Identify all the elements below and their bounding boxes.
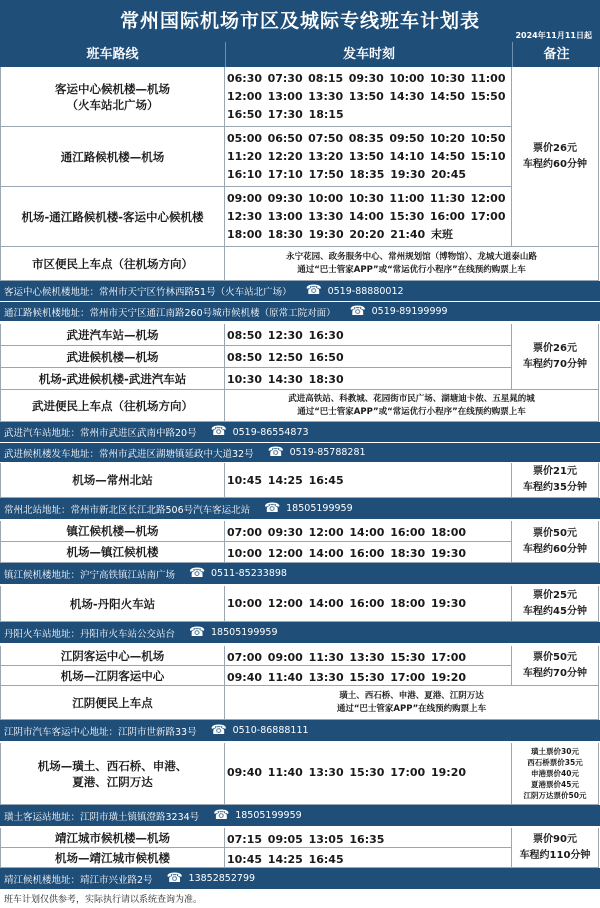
time: 07:15 bbox=[227, 832, 263, 846]
time: 12:50 bbox=[267, 350, 303, 364]
time: 16:10 bbox=[227, 167, 263, 181]
time: 17:00 bbox=[390, 670, 426, 684]
departure-times bbox=[225, 187, 512, 247]
address-text: 客运中心候机楼地址：常州市天宁区竹林西路51号（火车站北广场） bbox=[4, 287, 292, 298]
pickup-label: 江阴便民上车点 bbox=[0, 686, 225, 720]
route-row bbox=[0, 368, 600, 390]
time: 末班 bbox=[430, 228, 453, 241]
time: 13:20 bbox=[308, 149, 344, 163]
pickup-stops bbox=[225, 390, 599, 422]
note-block bbox=[512, 521, 600, 563]
duration: 车程约45分钟 bbox=[523, 605, 587, 617]
time: 09:40 bbox=[227, 765, 263, 779]
route-row bbox=[0, 646, 600, 666]
time: 12:30 bbox=[267, 328, 303, 342]
departure-times bbox=[225, 542, 512, 563]
route-row bbox=[0, 463, 600, 498]
time: 16:50 bbox=[227, 107, 263, 121]
time: 11:20 bbox=[227, 149, 263, 163]
address-text: 通江路候机楼地址：常州市天宁区通江南路260号城市候机楼（原常工院对面） bbox=[4, 307, 336, 319]
pickup-booking-line: 通过“巴士管家APP”在线预约购票上车 bbox=[336, 703, 487, 714]
time: 13:50 bbox=[348, 89, 384, 103]
phone-number: 18505199959 bbox=[286, 503, 353, 514]
col-header-note: 备注 bbox=[512, 42, 600, 67]
departure-times bbox=[225, 324, 512, 346]
route-name: 机场-通江路候机楼-客运中心候机楼 bbox=[0, 187, 225, 247]
departure-times bbox=[225, 848, 512, 868]
duration: 车程约110分钟 bbox=[519, 849, 591, 861]
time: 15:30 bbox=[349, 670, 385, 684]
time: 13:05 bbox=[308, 832, 344, 846]
time: 19:30 bbox=[390, 167, 426, 181]
time: 11:00 bbox=[470, 71, 506, 85]
route-name: 机场—江阴客运中心 bbox=[0, 666, 225, 686]
time: 16:00 bbox=[349, 546, 385, 560]
time: 13:00 bbox=[267, 89, 303, 103]
time: 14:00 bbox=[308, 596, 344, 610]
time: 15:30 bbox=[390, 650, 426, 664]
fare: 江阴万达票价50元 bbox=[523, 791, 587, 800]
time: 13:30 bbox=[349, 650, 385, 664]
time: 12:30 bbox=[227, 209, 263, 223]
duration: 车程约60分钟 bbox=[523, 543, 587, 555]
time: 07:00 bbox=[227, 525, 263, 539]
fare: 票价26元 bbox=[533, 142, 577, 154]
departure-times bbox=[225, 67, 512, 127]
time: 20:45 bbox=[430, 167, 466, 181]
route-name: 武进候机楼—机场 bbox=[0, 346, 225, 368]
phone-number: 0511-85233898 bbox=[211, 568, 287, 579]
time-line bbox=[227, 105, 511, 123]
time: 10:00 bbox=[227, 596, 263, 610]
address-text: 璜土客运站地址：江阴市璜土镇镇澄路3234号 bbox=[4, 811, 200, 823]
time: 12:20 bbox=[267, 149, 303, 163]
route-row bbox=[0, 743, 600, 805]
time: 16:00 bbox=[429, 209, 465, 223]
address-band bbox=[0, 868, 600, 889]
time: 12:00 bbox=[227, 89, 263, 103]
route-name-line: 机场—璜土、西石桥、申港、 bbox=[37, 758, 188, 773]
phone-icon: ☎ bbox=[305, 283, 322, 298]
title-bar bbox=[0, 0, 600, 42]
pickup-stops-line: 永宁花园、政务服务中心、常州规划馆（博物馆）、龙城大道泰山路 bbox=[286, 251, 537, 262]
pickup-row bbox=[0, 686, 600, 720]
note-block bbox=[512, 67, 600, 247]
time: 17:00 bbox=[390, 765, 426, 779]
route-name-line: 客运中心候机楼—机场 bbox=[55, 81, 170, 96]
phone-icon: ☎ bbox=[166, 870, 183, 886]
time: 14:25 bbox=[267, 852, 303, 866]
time: 13:30 bbox=[308, 209, 344, 223]
fare: 票价26元 bbox=[533, 342, 577, 354]
route-name: 机场-武进候机楼-武进汽车站 bbox=[0, 368, 225, 390]
time: 14:30 bbox=[389, 89, 425, 103]
time-line bbox=[227, 348, 511, 366]
note-block bbox=[512, 646, 600, 686]
page-title: 常州国际机场市区及城际专线班车计划表 bbox=[119, 10, 480, 32]
phone-icon: ☎ bbox=[213, 807, 230, 823]
phone-number: 13852852799 bbox=[188, 873, 256, 884]
time: 14:50 bbox=[429, 149, 465, 163]
route-name: 机场—镇江候机楼 bbox=[0, 542, 225, 563]
time: 10:50 bbox=[470, 131, 506, 145]
time: 18:30 bbox=[390, 546, 426, 560]
pickup-label: 市区便民上车点（往机场方向） bbox=[0, 247, 225, 281]
time: 14:00 bbox=[348, 209, 384, 223]
phone-icon: ☎ bbox=[189, 565, 206, 581]
route-name: 通江路候机楼—机场 bbox=[0, 127, 225, 187]
col-header-time: 发车时刻 bbox=[225, 42, 512, 67]
time: 20:20 bbox=[349, 227, 385, 241]
time: 05:00 bbox=[227, 131, 263, 145]
time-line bbox=[227, 523, 511, 541]
time: 14:30 bbox=[267, 372, 303, 386]
time: 09:30 bbox=[267, 191, 303, 205]
departure-times bbox=[225, 521, 512, 542]
address-text: 武进候机楼发车地址：常州市武进区湖塘镇延政中大道32号 bbox=[4, 448, 254, 460]
time: 09:40 bbox=[227, 670, 263, 684]
time-line bbox=[227, 326, 511, 344]
time: 13:50 bbox=[348, 149, 384, 163]
departure-times bbox=[225, 346, 512, 368]
time: 11:30 bbox=[308, 650, 344, 664]
time: 15:10 bbox=[470, 149, 506, 163]
time: 13:30 bbox=[308, 765, 344, 779]
time: 19:30 bbox=[430, 546, 466, 560]
time: 16:45 bbox=[308, 473, 344, 487]
time: 06:50 bbox=[267, 131, 303, 145]
fare: 西石桥票价35元 bbox=[527, 758, 583, 767]
departure-times bbox=[225, 127, 512, 187]
phone-icon: ☎ bbox=[189, 624, 206, 640]
address-band bbox=[0, 498, 600, 519]
time: 13:30 bbox=[308, 89, 344, 103]
fare-note bbox=[512, 463, 599, 498]
time: 16:50 bbox=[308, 350, 344, 364]
time: 10:30 bbox=[227, 372, 263, 386]
time: 11:40 bbox=[267, 670, 303, 684]
address-text: 武进汽车站地址：常州市武进区武南中路20号 bbox=[4, 428, 197, 439]
time: 07:00 bbox=[227, 650, 263, 664]
phone-number: 18505199959 bbox=[235, 810, 302, 821]
pickup-stops-line: 璜土、西石桥、申港、夏港、江阴万达 bbox=[339, 690, 484, 701]
departure-times bbox=[225, 666, 512, 686]
departure-times bbox=[225, 463, 512, 498]
footer-note: 班车计划仅供参考，实际执行请以系统查询为准。 bbox=[4, 895, 203, 905]
time: 08:35 bbox=[348, 131, 384, 145]
route-name: 江阴客运中心—机场 bbox=[0, 646, 225, 666]
time: 21:40 bbox=[390, 227, 426, 241]
time: 16:00 bbox=[349, 596, 385, 610]
address-band bbox=[0, 422, 600, 442]
time: 16:00 bbox=[390, 525, 426, 539]
fare: 璜土票价30元 bbox=[531, 747, 579, 756]
time: 15:30 bbox=[389, 209, 425, 223]
phone-number: 0519-86554873 bbox=[232, 426, 309, 438]
time-line bbox=[227, 189, 511, 207]
time: 08:50 bbox=[227, 328, 263, 342]
time: 06:30 bbox=[227, 71, 263, 85]
time: 10:00 bbox=[389, 71, 425, 85]
departure-times bbox=[225, 646, 512, 666]
time: 18:35 bbox=[349, 167, 385, 181]
time: 18:30 bbox=[267, 227, 303, 241]
route-row bbox=[0, 848, 600, 868]
departure-times bbox=[225, 586, 512, 622]
time: 10:45 bbox=[227, 473, 263, 487]
time-line bbox=[227, 648, 511, 666]
time: 08:50 bbox=[227, 350, 263, 364]
pickup-stops bbox=[225, 686, 599, 720]
time: 14:00 bbox=[349, 525, 385, 539]
route-name bbox=[0, 743, 225, 805]
address-band bbox=[0, 442, 600, 462]
fare-note bbox=[512, 521, 599, 563]
route-name-line: （火车站北广场） bbox=[66, 97, 159, 112]
time: 13:00 bbox=[267, 209, 303, 223]
time: 17:50 bbox=[308, 167, 344, 181]
departure-times bbox=[225, 828, 512, 848]
fare: 申港票价40元 bbox=[531, 769, 579, 778]
time: 17:00 bbox=[430, 650, 466, 664]
route-name: 机场—常州北站 bbox=[0, 463, 225, 498]
time: 19:30 bbox=[308, 227, 344, 241]
time: 12:00 bbox=[470, 191, 506, 205]
phone-number: 18505199959 bbox=[211, 627, 278, 638]
route-name bbox=[0, 67, 225, 127]
address-text: 丹阳火车站地址：丹阳市火车站公交站台 bbox=[4, 628, 176, 640]
address-text: 镇江候机楼地址：沪宁高铁镇江站南广场 bbox=[4, 569, 176, 581]
time: 12:00 bbox=[267, 596, 303, 610]
route-name: 镇江候机楼—机场 bbox=[0, 521, 225, 542]
time: 19:30 bbox=[430, 596, 466, 610]
time: 17:30 bbox=[267, 107, 303, 121]
fare: 票价50元 bbox=[533, 527, 577, 539]
fare-note bbox=[512, 324, 599, 390]
fare: 票价21元 bbox=[533, 466, 577, 477]
time-line bbox=[227, 471, 511, 489]
time-line bbox=[227, 165, 511, 183]
route-row bbox=[0, 666, 600, 686]
time-line bbox=[227, 129, 511, 147]
note-block bbox=[512, 324, 600, 390]
time-line bbox=[227, 87, 511, 105]
route-name: 靖江城市候机楼—机场 bbox=[0, 828, 225, 848]
route-row bbox=[0, 324, 600, 346]
address-band bbox=[0, 563, 600, 584]
time: 14:00 bbox=[308, 546, 344, 560]
time: 18:00 bbox=[430, 525, 466, 539]
address-text: 常州北站地址：常州市新北区长江北路506号汽车客运北站 bbox=[4, 504, 251, 516]
route-row bbox=[0, 542, 600, 563]
time-line bbox=[227, 207, 511, 225]
time-line bbox=[227, 668, 511, 686]
fare-note bbox=[512, 828, 599, 868]
time: 10:00 bbox=[227, 546, 263, 560]
route-row bbox=[0, 586, 600, 622]
address-band bbox=[0, 720, 600, 741]
time: 18:00 bbox=[390, 596, 426, 610]
route-row bbox=[0, 127, 600, 187]
pickup-booking-line: 通过“巴士管家APP”或“常运优行小程序”在线预约购票上车 bbox=[297, 264, 526, 275]
effective-date: 2024年11月11日起 bbox=[515, 31, 592, 40]
fare: 票价50元 bbox=[533, 651, 577, 663]
address-band bbox=[0, 805, 600, 826]
route-row bbox=[0, 828, 600, 848]
duration: 车程约70分钟 bbox=[523, 667, 587, 679]
route-row bbox=[0, 187, 600, 247]
route-name-line: 夏港、江阴万达 bbox=[72, 774, 153, 789]
time: 11:00 bbox=[389, 191, 425, 205]
time: 11:30 bbox=[429, 191, 465, 205]
fare-note bbox=[512, 67, 599, 247]
time: 19:20 bbox=[430, 670, 466, 684]
phone-icon: ☎ bbox=[210, 424, 227, 439]
time: 10:20 bbox=[429, 131, 465, 145]
time-line bbox=[227, 763, 511, 781]
departure-times bbox=[225, 368, 512, 390]
pickup-row bbox=[0, 390, 600, 422]
time-line bbox=[227, 225, 511, 243]
time: 14:25 bbox=[267, 473, 303, 487]
fare-list bbox=[512, 743, 599, 805]
time: 14:50 bbox=[429, 89, 465, 103]
time: 13:30 bbox=[308, 670, 344, 684]
time: 10:30 bbox=[348, 191, 384, 205]
col-header-route: 班车路线 bbox=[0, 42, 225, 67]
time: 09:30 bbox=[267, 525, 303, 539]
time: 15:50 bbox=[470, 89, 506, 103]
time: 10:30 bbox=[429, 71, 465, 85]
time: 18:00 bbox=[227, 227, 263, 241]
route-row bbox=[0, 521, 600, 542]
address-text: 江阴市汽车客运中心地址：江阴市世新路33号 bbox=[4, 726, 197, 738]
route-name: 武进汽车站—机场 bbox=[0, 324, 225, 346]
fare-note bbox=[512, 586, 599, 622]
time-line bbox=[227, 370, 511, 388]
pickup-booking-line: 通过“巴士管家APP”或“常运优行小程序”在线预约购票上车 bbox=[297, 406, 526, 417]
fare: 票价90元 bbox=[533, 833, 577, 845]
note-block bbox=[512, 828, 600, 868]
address-band bbox=[0, 281, 600, 301]
address-text: 靖江候机楼地址：靖江市兴业路2号 bbox=[4, 874, 153, 886]
time: 18:30 bbox=[308, 372, 344, 386]
time-line bbox=[227, 850, 511, 868]
time: 09:50 bbox=[389, 131, 425, 145]
time-line bbox=[227, 830, 511, 848]
duration: 车程约60分钟 bbox=[523, 158, 587, 170]
time: 17:00 bbox=[470, 209, 506, 223]
phone-number: 0510-86888111 bbox=[232, 725, 309, 736]
time: 16:45 bbox=[308, 852, 344, 866]
time: 19:20 bbox=[430, 765, 466, 779]
phone-icon: ☎ bbox=[264, 500, 281, 516]
time: 07:50 bbox=[308, 131, 344, 145]
time-line bbox=[227, 147, 511, 165]
time: 11:40 bbox=[267, 765, 303, 779]
pickup-row bbox=[0, 247, 600, 281]
time: 12:00 bbox=[308, 525, 344, 539]
duration: 车程约70分钟 bbox=[523, 358, 587, 370]
time: 09:05 bbox=[267, 832, 303, 846]
pickup-stops-line: 武进高铁站、科教城、花园街市民广场、湖塘迪卡侬、五星晁的城 bbox=[288, 393, 535, 404]
time: 18:15 bbox=[308, 107, 344, 121]
time: 10:45 bbox=[227, 852, 263, 866]
time: 08:15 bbox=[308, 71, 344, 85]
fare: 夏港票价45元 bbox=[531, 780, 579, 789]
time: 09:00 bbox=[267, 650, 303, 664]
address-band bbox=[0, 622, 600, 643]
route-name: 机场—靖江城市候机楼 bbox=[0, 848, 225, 868]
route-name: 机场-丹阳火车站 bbox=[0, 586, 225, 622]
time: 07:30 bbox=[267, 71, 303, 85]
time: 10:00 bbox=[308, 191, 344, 205]
time: 16:30 bbox=[308, 328, 344, 342]
pickup-label: 武进便民上车点（往机场方向） bbox=[0, 390, 225, 422]
phone-icon: ☎ bbox=[210, 722, 227, 738]
time: 09:00 bbox=[227, 191, 263, 205]
phone-icon: ☎ bbox=[267, 444, 284, 460]
address-band bbox=[0, 301, 600, 321]
time-line bbox=[227, 594, 511, 612]
duration: 车程约35分钟 bbox=[523, 482, 587, 493]
phone-number: 0519-88880012 bbox=[327, 285, 404, 297]
fare: 票价25元 bbox=[533, 589, 577, 601]
time-line bbox=[227, 69, 511, 87]
time-line bbox=[227, 544, 511, 562]
time: 15:30 bbox=[349, 765, 385, 779]
phone-number: 0519-85788281 bbox=[289, 447, 366, 458]
phone-icon: ☎ bbox=[349, 303, 366, 319]
time: 12:00 bbox=[267, 546, 303, 560]
time: 14:10 bbox=[389, 149, 425, 163]
time: 09:30 bbox=[348, 71, 384, 85]
departure-times bbox=[225, 743, 512, 805]
phone-number: 0519-89199999 bbox=[371, 306, 448, 317]
time: 16:35 bbox=[349, 832, 385, 846]
time: 17:10 bbox=[267, 167, 303, 181]
route-row bbox=[0, 67, 600, 127]
route-row bbox=[0, 346, 600, 368]
pickup-stops bbox=[225, 247, 599, 281]
fare-note bbox=[512, 646, 599, 686]
